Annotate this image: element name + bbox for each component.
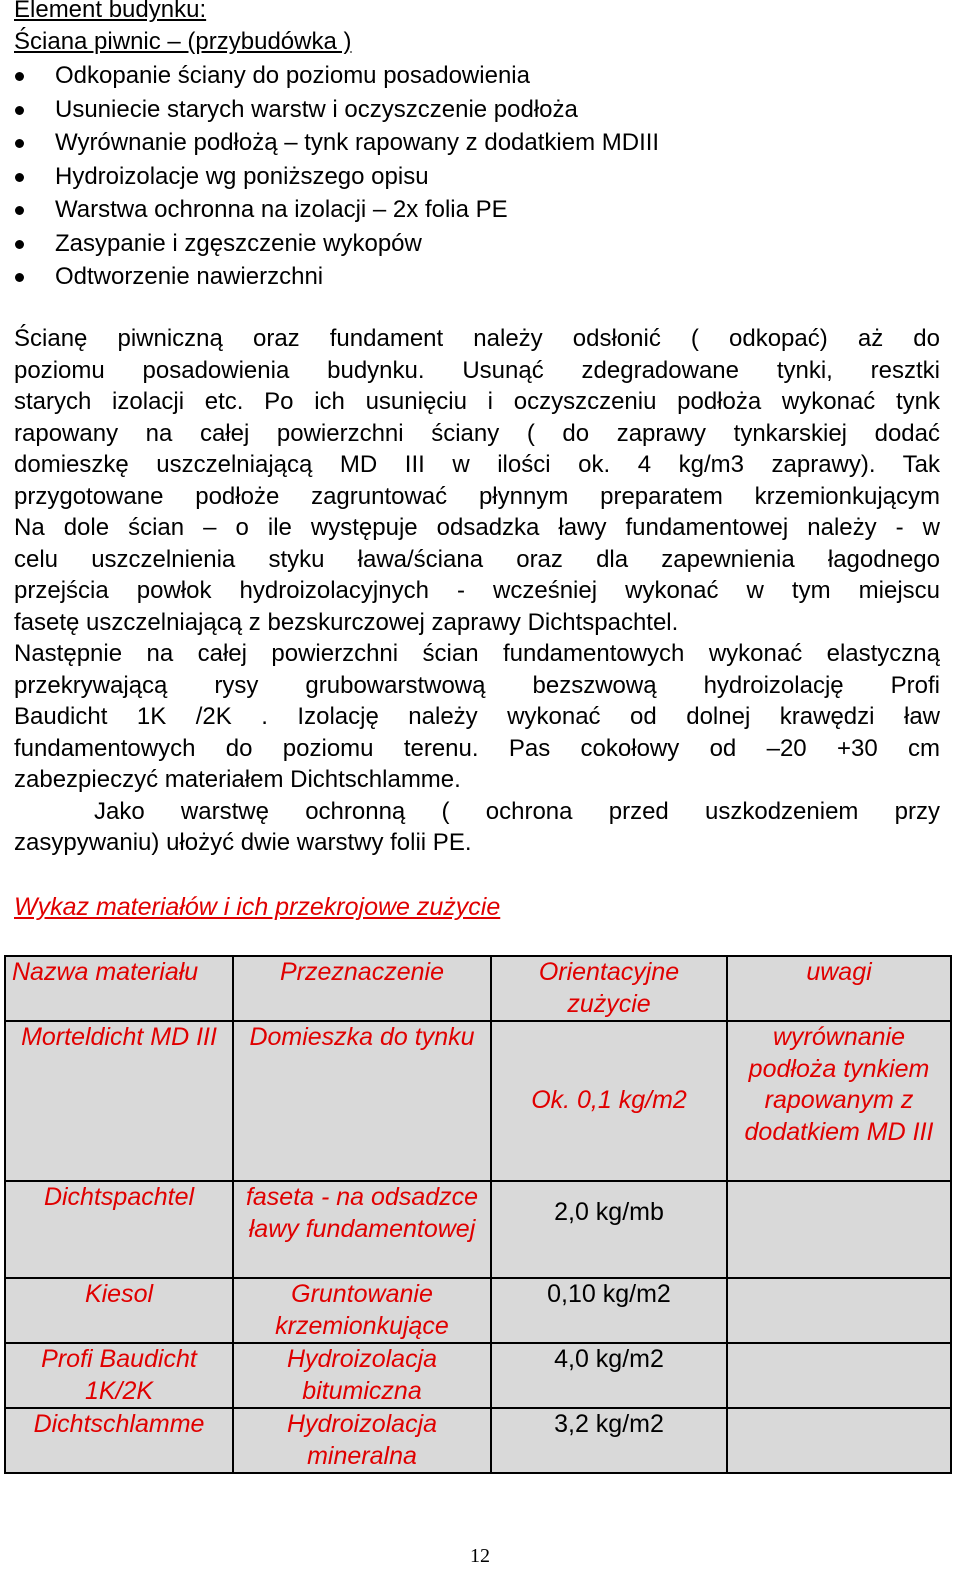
table-cell: Dichtschlamme (5, 1408, 233, 1473)
table-cell: Ok. 0,1 kg/m2 (491, 1021, 727, 1181)
list-item (0, 260, 659, 294)
table-row (5, 1408, 951, 1473)
list-item-text: Odtworzenie nawierzchni (55, 263, 324, 290)
table-header-row (5, 956, 951, 1021)
table-header: Przeznaczenie (233, 956, 491, 1021)
bullet-icon (15, 106, 24, 115)
list-item-text: Odkopanie ściany do poziomu posadowienia (55, 62, 530, 89)
table-row (5, 1343, 951, 1408)
table-cell: Profi Baudicht 1K/2K (5, 1343, 233, 1408)
materials-title: Wykaz materiałów i ich przekrojowe zużycie (14, 893, 501, 921)
table-cell: 3,2 kg/m2 (491, 1408, 727, 1473)
list-item-text: Wyrównanie podłożą – tynk rapowany z dodatkiem MDIII (55, 129, 660, 156)
paragraph-line: fasetę uszczelniającą z bezskurczowej zaprawy Dichtspachtel. (14, 608, 679, 636)
bullet-icon (15, 273, 24, 282)
paragraph-line: starych izolacji etc. Po ich usunięciu i oczyszczeniu podłoża wykonać tynk (14, 388, 940, 415)
table-cell: Gruntowanie krzemionkujące (233, 1278, 491, 1343)
paragraph-line: Na dole ścian – o ile występuje odsadzka ławy fundamentowej należy - w (14, 514, 940, 541)
bullet-icon (15, 72, 24, 81)
materials-table (4, 955, 952, 1474)
table-cell: 4,0 kg/m2 (491, 1343, 727, 1408)
paragraph-line: rapowany na całej powierzchni ściany ( do zaprawy tynkarskiej dodać (14, 419, 940, 447)
paragraph-line: fundamentowych do poziomu terenu. Pas cokołowy od –20 +30 cm (14, 734, 940, 762)
table-cell: Domieszka do tynku (233, 1021, 491, 1181)
work-steps-list (0, 59, 659, 294)
table-cell: 2,0 kg/mb (491, 1181, 727, 1278)
table-cell: faseta - na odsadzce ławy fundamentowej (233, 1181, 491, 1278)
element-label: Element budynku: (14, 0, 207, 23)
paragraph-line: domieszkę uszczelniającą MD III w ilości ok. 4 kg/m3 zaprawy). Tak (14, 451, 940, 478)
list-item (0, 59, 659, 93)
table-cell: wyrównanie podłoża tynkiem rapowanym z dodatkiem MD III (727, 1021, 951, 1181)
paragraph-line: celu uszczelnienia styku ława/ściana oraz dla zapewnienia łagodnego (14, 545, 940, 573)
list-item (0, 126, 659, 160)
paragraph-line: Ścianę piwniczną oraz fundament należy odsłonić ( odkopać) aż do (14, 325, 940, 352)
paragraph-line: Jako warstwę ochronną ( ochrona przed uszkodzeniem przy (94, 797, 940, 825)
list-item-text: Usuniecie starych warstw i oczyszczenie podłoża (55, 95, 578, 123)
list-item-text: Hydroizolacje wg poniższego opisu (55, 162, 429, 190)
table-cell: 0,10 kg/m2 (491, 1278, 727, 1343)
list-item (0, 160, 659, 194)
table-cell: Hydroizolacja mineralna (233, 1408, 491, 1473)
page-number: 12 (470, 1545, 490, 1567)
table-row (5, 1181, 951, 1278)
table-cell: Kiesol (5, 1278, 233, 1343)
table-cell (727, 1181, 951, 1278)
paragraph-line: Następnie na całej powierzchni ścian fundamentowych wykonać elastyczną (14, 640, 940, 667)
table-header: uwagi (727, 956, 951, 1021)
table-header: Nazwa materiału (5, 956, 233, 1021)
list-item-text: Warstwa ochronna na izolacji – 2x folia PE (55, 196, 508, 223)
paragraph-line: zasypywaniu) ułożyć dwie warstwy folii PE. (14, 829, 472, 856)
list-item-text: Zasypanie i zgęszczenie wykopów (55, 229, 422, 257)
table-cell (727, 1343, 951, 1408)
list-item (0, 93, 659, 127)
paragraph-line: przygotowane podłoże zagruntować płynnym preparatem krzemionkującym (14, 482, 940, 510)
table-header: Orientacyjne zużycie (491, 956, 727, 1021)
bullet-icon (15, 173, 24, 182)
paragraph-line: przekrywającą rysy grubowarstwową bezszwową hydroizolację Profi (14, 671, 940, 699)
description-paragraph (14, 323, 940, 859)
list-item (0, 227, 659, 261)
bullet-icon (15, 139, 24, 148)
table-row (5, 1021, 951, 1181)
table-cell (727, 1278, 951, 1343)
table-cell: Hydroizolacja bitumiczna (233, 1343, 491, 1408)
table-row (5, 1278, 951, 1343)
paragraph-line: Baudicht 1K /2K . Izolację należy wykonać od dolnej krawędzi ław (14, 703, 940, 730)
paragraph-line: zabezpieczyć materiałem Dichtschlamme. (14, 766, 461, 793)
element-name: Ściana piwnic – (przybudówka ) (14, 28, 352, 55)
table-cell: Dichtspachtel (5, 1181, 233, 1278)
table-cell: Morteldicht MD III (5, 1021, 233, 1181)
list-item (0, 193, 659, 227)
paragraph-line: przejścia powłok hydroizolacyjnych - wcześniej wykonać w tym miejscu (14, 577, 940, 604)
table-cell (727, 1408, 951, 1473)
bullet-icon (15, 206, 24, 215)
bullet-icon (15, 240, 24, 249)
paragraph-line: poziomu posadowienia budynku. Usunąć zdegradowane tynki, resztki (14, 356, 940, 384)
